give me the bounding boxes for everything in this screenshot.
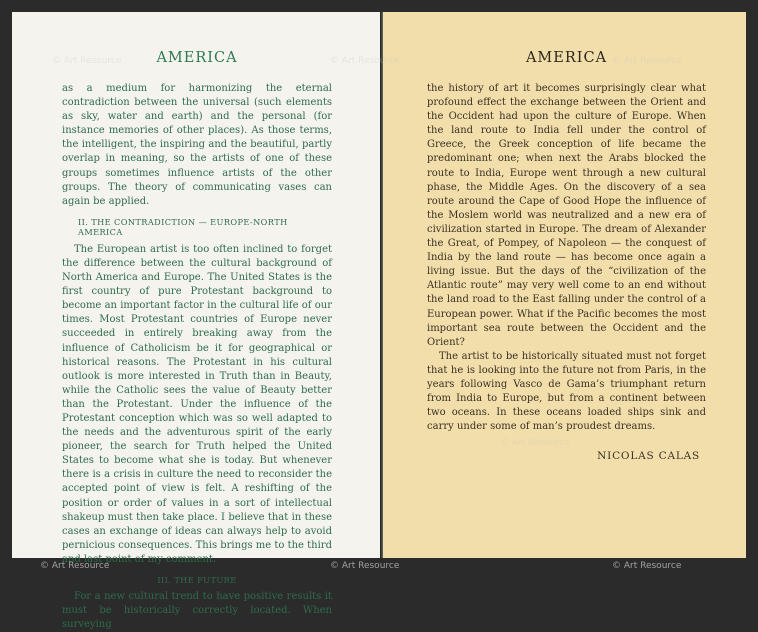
- right-paragraph-2: The artist to be historically situated must not forget that he is looking into the future not from Paris, in the years following Vasco de Gama’s triumphant return from India to Europe, but from a continent between two oceans. In these oceans loaded ships sink and carry under some of man’s proudest dreams.: [427, 350, 706, 433]
- section-2-heading: II. THE CONTRADICTION — EUROPE-NORTH AMERICA: [78, 216, 288, 237]
- watermark-bottom-right: © Art Resource: [612, 561, 682, 571]
- left-paragraph-3: For a new cultural trend to have positive results it must be historically correctly located. When surveying: [62, 591, 332, 631]
- watermark-bottom-center: © Art Resource: [330, 561, 400, 571]
- right-running-head: AMERICA: [525, 50, 608, 66]
- left-paragraph-1: as a medium for harmonizing the eternal contradiction between the universal (such elements as sky, water and earth) and the personal (for instance memories of other places). As those terms, the intelligent, the inspiring and the beautiful, partly overlap in meaning, so the artists of one of these groups sometimes influence artists of the other groups. The theory of communicating vases can again be applied.: [62, 83, 332, 207]
- section-3-heading: III. THE FUTURE: [157, 575, 237, 585]
- right-paragraph-1: the history of art it becomes surprisingly clear what profound effect the exchange between the Orient and the Occident had upon the culture of Europe. When the land route to India fell under the control of Greece, the Greek conception of life became the predominant one; when next the Arabs blocked the route to India, Europe went through a new cultural phase, the Middle Ages. On the discovery of a sea route around the Cape of Good Hope the influence of the Moslem world was neutralized and a new era of civilization started in Europe. The dream of Alexander the Great, of Pompey, of Napoleon — the conquest of India by the land route — has become once again a living issue. But the days of the “civilization of the Atlantic route” may very well come to an end without the land road to the East falling under the control of a European power. What if the Pacific becomes the most important sea route between the Occident and the Orient?: [427, 83, 706, 348]
- right-page: [383, 12, 746, 558]
- watermark-bottom-left: © Art Resource: [40, 561, 110, 571]
- left-running-head: AMERICA: [156, 50, 238, 66]
- watermark-right-top: © Art Resource: [612, 56, 682, 66]
- author-signature: NICOLAS CALAS: [597, 450, 700, 463]
- watermark-right-mid: © Art Resource: [500, 438, 570, 448]
- watermark-center-top: © Art Resource: [330, 56, 400, 66]
- left-paragraph-2: The European artist is too often inclined to forget the difference between the cultural background of North America and Europe. The United States is the first country of pure Protestant background to become an important factor in the cultural life of our times. Most Protestant countries of Europe never succeeded in entirely breaking away from the influence of Catholicism be it for geographical or historical reasons. The Protestant in his cultural outlook is more interested in Truth than in Beauty, while the Catholic sees the value of Beauty better than the Protestant. Under the influence of the Protestant conception which was so well adapted to the needs and the adventurous spirit of the early pioneer, the search for Truth helped the United States to become what she is today. But whenever there is a crisis in culture the need to reconsider the accepted point of view is felt. A reshifting of the position or order of values in a sort of intellectual shakeup must then take place. I believe that in these cases an exchange of ideas can always help to avoid pernicious consequences. This brings me to the third and last point of my comment.: [62, 243, 332, 565]
- watermark-left-top: © Art Resource: [52, 56, 122, 66]
